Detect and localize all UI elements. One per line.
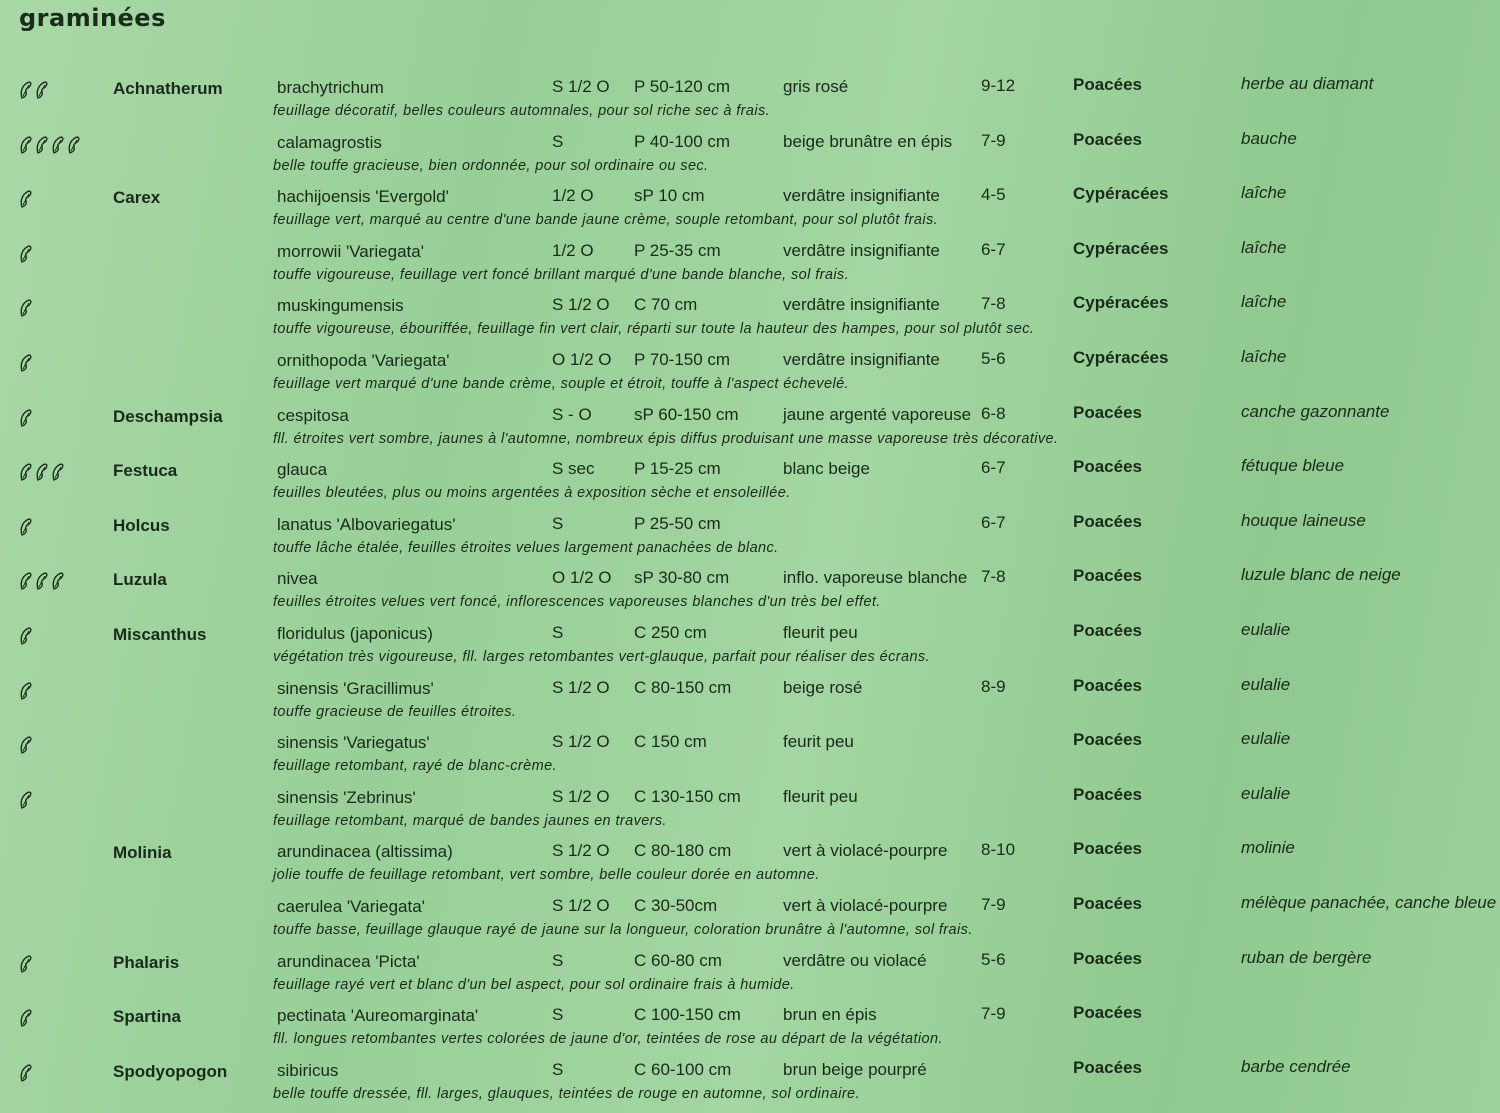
- exposure: S 1/2 O: [552, 732, 610, 752]
- exposure: S 1/2 O: [552, 77, 610, 96]
- plant-entry: [0, 890, 1500, 945]
- plant-entry: [0, 562, 1500, 617]
- species: glauca: [277, 460, 328, 480]
- description: feuilles étroites velues vert foncé, inflorescences vaporeuses blanches d'un très bel effet.: [273, 594, 881, 611]
- common-name: eulalie: [1241, 783, 1291, 803]
- plant-entry: [0, 1054, 1500, 1109]
- common-name: fétuque bleue: [1241, 456, 1345, 476]
- common-name: molinie: [1241, 838, 1295, 858]
- species: hachijoensis 'Evergold': [277, 187, 449, 207]
- description: touffe gracieuse de feuilles étroites.: [273, 703, 517, 720]
- flowering-months: 9-12: [981, 76, 1016, 95]
- family: Poacées: [1073, 839, 1142, 859]
- hardiness-leaf-icon: [34, 80, 50, 100]
- hardiness-leaf-icon: [18, 189, 34, 209]
- species: sibiricus: [277, 1060, 339, 1080]
- genus: Festuca: [113, 461, 178, 481]
- hardiness-icons: [18, 1063, 34, 1085]
- hardiness-icons: [18, 517, 34, 539]
- common-name: laîche: [1241, 292, 1287, 312]
- hardiness-leaf-icon: [18, 353, 34, 373]
- genus: Holcus: [113, 515, 170, 535]
- hardiness-icons: [18, 626, 34, 648]
- genus: Deschampsia: [113, 406, 223, 426]
- plant-entry: [0, 999, 1500, 1054]
- hardiness-leaf-icon: [18, 80, 34, 100]
- species: muskingumensis: [277, 296, 404, 316]
- exposure: O 1/2 O: [552, 568, 612, 588]
- common-name: eulalie: [1241, 619, 1291, 639]
- species: arundinacea (altissima): [277, 842, 453, 862]
- species: ornithopoda 'Variegata': [277, 350, 450, 370]
- hardiness-icons: [18, 244, 34, 266]
- flowering-months: 5-6: [981, 348, 1006, 368]
- exposure: S 1/2 O: [552, 841, 610, 861]
- common-name: canche gazonnante: [1241, 401, 1390, 421]
- flower: verdâtre insignifiante: [783, 186, 940, 206]
- flowering-months: 6-7: [981, 458, 1006, 478]
- common-name: barbe cendrée: [1241, 1056, 1351, 1076]
- description: fll. étroites vert sombre, jaunes à l'automne, nombreux épis diffus produisant une masse vaporeuse très décorative.: [273, 430, 1059, 447]
- exposure: S sec: [552, 459, 595, 479]
- plant-height: C 60-80 cm: [634, 950, 722, 970]
- hardiness-icons: [18, 135, 82, 157]
- plant-entry: [0, 617, 1500, 672]
- hardiness-icons: [18, 571, 66, 593]
- plant-height: C 70 cm: [634, 295, 698, 315]
- description: touffe vigoureuse, ébouriffée, feuillage fin vert clair, réparti sur toute la hauteur des hampes, pour sol plutôt sec.: [273, 321, 1035, 338]
- common-name: herbe au diamant: [1241, 74, 1374, 93]
- exposure: 1/2 O: [552, 186, 594, 206]
- genus: Luzula: [113, 570, 167, 590]
- hardiness-icons: [18, 353, 34, 375]
- family: Poacées: [1073, 948, 1142, 968]
- family: Poacées: [1073, 675, 1142, 695]
- family: Poacées: [1073, 566, 1142, 586]
- genus: Miscanthus: [113, 624, 207, 644]
- exposure: S 1/2 O: [552, 895, 610, 915]
- exposure: S: [552, 622, 564, 642]
- hardiness-leaf-icon: [18, 626, 34, 646]
- flower: fleurit peu: [783, 786, 858, 806]
- family: Poacées: [1073, 129, 1142, 149]
- flower: verdâtre insignifiante: [783, 240, 940, 260]
- hardiness-leaf-icon: [50, 462, 66, 482]
- species: calamagrostis: [277, 132, 382, 152]
- hardiness-leaf-icon: [18, 790, 34, 810]
- plant-entry: [0, 180, 1500, 235]
- flower: beige rosé: [783, 677, 863, 697]
- hardiness-icons: [18, 735, 34, 757]
- description: touffe lâche étalée, feuilles étroites velues largement panachées de blanc.: [273, 539, 779, 556]
- flowering-months: 7-9: [981, 130, 1006, 150]
- exposure: S 1/2 O: [552, 677, 610, 697]
- common-name: houque laineuse: [1241, 510, 1366, 530]
- hardiness-leaf-icon: [18, 1063, 34, 1083]
- hardiness-leaf-icon: [18, 571, 34, 591]
- description: feuilles bleutées, plus ou moins argentées à exposition sèche et ensoleillée.: [273, 485, 791, 502]
- flowering-months: 7-9: [981, 894, 1006, 914]
- family: Poacées: [1073, 75, 1142, 94]
- hardiness-icons: [18, 954, 34, 976]
- hardiness-leaf-icon: [34, 571, 50, 591]
- description: touffe basse, feuillage glauque rayé de jaune sur la longueur, coloration brunâtre à l'automne, sol frais.: [273, 921, 973, 938]
- family: Cypéracées: [1073, 293, 1169, 313]
- flower: gris rosé: [783, 77, 849, 96]
- hardiness-leaf-icon: [18, 244, 34, 264]
- hardiness-leaf-icon: [34, 135, 50, 155]
- plant-entry: [0, 235, 1500, 290]
- plant-height: sP 60-150 cm: [634, 404, 739, 424]
- hardiness-leaf-icon: [18, 517, 34, 537]
- flower: brun en épis: [783, 1005, 877, 1025]
- description: feuillage retombant, marqué de bandes jaunes en travers.: [273, 812, 667, 829]
- plant-height: sP 30-80 cm: [634, 568, 730, 588]
- description: végétation très vigoureuse, fll. larges retombantes vert-glauque, parfait pour réaliser des écrans.: [273, 648, 930, 665]
- hardiness-leaf-icon: [18, 135, 34, 155]
- species: arundinacea 'Picta': [277, 951, 420, 971]
- exposure: O 1/2 O: [552, 349, 612, 369]
- flowering-months: 7-9: [981, 1004, 1006, 1024]
- plant-height: P 50-120 cm: [634, 77, 731, 96]
- hardiness-icons: [18, 298, 34, 320]
- species: sinensis 'Zebrinus': [277, 787, 416, 807]
- genus: Phalaris: [113, 952, 180, 972]
- plant-height: C 60-100 cm: [634, 1059, 732, 1079]
- common-name: luzule blanc de neige: [1241, 565, 1401, 585]
- description: feuillage vert marqué d'une bande crème, souple et étroit, touffe à l'aspect échevelé.: [273, 375, 849, 392]
- plant-height: P 25-50 cm: [634, 513, 721, 533]
- family: Poacées: [1073, 893, 1142, 913]
- hardiness-icons: [18, 681, 34, 703]
- plant-height: C 80-150 cm: [634, 677, 732, 697]
- hardiness-icons: [18, 408, 34, 430]
- hardiness-leaf-icon: [18, 681, 34, 701]
- plant-height: C 80-180 cm: [634, 841, 732, 861]
- common-name: bauche: [1241, 128, 1297, 148]
- flowering-months: 6-8: [981, 403, 1006, 423]
- plant-entry: [0, 344, 1500, 399]
- species: brachytrichum: [277, 78, 384, 97]
- plant-entry: [0, 835, 1500, 890]
- family: Poacées: [1073, 1003, 1142, 1023]
- common-name: mélèque panachée, canche bleue: [1241, 892, 1497, 912]
- exposure: S 1/2 O: [552, 786, 610, 806]
- hardiness-icons: [18, 462, 66, 484]
- description: belle touffe dressée, fll. larges, glauques, teintées de rouge en automne, sol ordinaire.: [273, 1085, 860, 1102]
- flowering-months: 8-10: [981, 840, 1016, 860]
- genus: Achnatherum: [113, 79, 223, 98]
- plant-height: P 40-100 cm: [634, 131, 731, 151]
- plant-entry: [0, 508, 1500, 563]
- species: sinensis 'Gracillimus': [277, 678, 434, 698]
- common-name: eulalie: [1241, 674, 1291, 694]
- family: Poacées: [1073, 1057, 1142, 1077]
- flowering-months: 6-7: [981, 512, 1006, 532]
- flowering-months: 7-8: [981, 567, 1006, 587]
- species: nivea: [277, 569, 318, 589]
- plant-height: C 100-150 cm: [634, 1005, 741, 1025]
- exposure: S: [552, 1059, 564, 1079]
- species: caerulea 'Variegata': [277, 896, 425, 916]
- common-name: ruban de bergère: [1241, 947, 1372, 967]
- flowering-months: 6-7: [981, 239, 1006, 259]
- plant-entry: [0, 399, 1500, 454]
- flower: feurit peu: [783, 732, 854, 752]
- plant-height: P 25-35 cm: [634, 240, 721, 260]
- common-name: laîche: [1241, 237, 1287, 257]
- plant-entry: [0, 781, 1500, 836]
- hardiness-icons: [18, 189, 34, 211]
- hardiness-leaf-icon: [66, 135, 82, 155]
- common-name: laîche: [1241, 346, 1287, 366]
- plant-entry: [0, 726, 1500, 781]
- species: floridulus (japonicus): [277, 623, 433, 643]
- exposure: S: [552, 1005, 564, 1025]
- flower: verdâtre insignifiante: [783, 349, 940, 369]
- genus: Molinia: [113, 843, 172, 863]
- exposure: S: [552, 131, 564, 151]
- description: feuillage retombant, rayé de blanc-crème.: [273, 758, 557, 775]
- flower: fleurit peu: [783, 622, 858, 642]
- family: Poacées: [1073, 402, 1142, 422]
- genus: Spartina: [113, 1007, 182, 1027]
- plant-height: sP 10 cm: [634, 186, 705, 206]
- plant-entry: [0, 126, 1500, 181]
- plant-entry: [0, 71, 1500, 126]
- hardiness-icons: [18, 80, 50, 102]
- exposure: S 1/2 O: [552, 295, 610, 315]
- species: sinensis 'Variegatus': [277, 733, 430, 753]
- page-title: graminées: [19, 4, 166, 32]
- hardiness-leaf-icon: [18, 462, 34, 482]
- flower: verdâtre insignifiante: [783, 295, 940, 315]
- flowering-months: 4-5: [981, 185, 1006, 205]
- exposure: S: [552, 513, 564, 533]
- hardiness-leaf-icon: [18, 298, 34, 318]
- family: Poacées: [1073, 620, 1142, 640]
- family: Poacées: [1073, 730, 1142, 750]
- flower: jaune argenté vaporeuse: [783, 404, 972, 424]
- plant-list: [0, 71, 1500, 1108]
- description: feuillage rayé vert et blanc d'un bel aspect, pour sol ordinaire frais à humide.: [273, 976, 795, 993]
- plant-height: C 30-50cm: [634, 895, 718, 915]
- common-name: laîche: [1241, 183, 1287, 203]
- hardiness-leaf-icon: [18, 1008, 34, 1028]
- flower: brun beige pourpré: [783, 1059, 927, 1079]
- flower: beige brunâtre en épis: [783, 131, 953, 151]
- description: belle touffe gracieuse, bien ordonnée, pour sol ordinaire ou sec.: [273, 157, 709, 174]
- plant-height: C 130-150 cm: [634, 786, 741, 806]
- hardiness-icons: [18, 790, 34, 812]
- hardiness-leaf-icon: [50, 571, 66, 591]
- genus: Spodyopogon: [113, 1061, 228, 1081]
- flower: verdâtre ou violacé: [783, 950, 927, 970]
- family: Cypéracées: [1073, 184, 1169, 204]
- species: morrowii 'Variegata': [277, 241, 424, 261]
- species: pectinata 'Aureomarginata': [277, 1006, 479, 1026]
- hardiness-icons: [18, 1008, 34, 1030]
- hardiness-leaf-icon: [18, 954, 34, 974]
- plant-entry: [0, 289, 1500, 344]
- flower: blanc beige: [783, 459, 870, 479]
- family: Poacées: [1073, 784, 1142, 804]
- family: Cypéracées: [1073, 238, 1169, 258]
- flower: vert à violacé-pourpre: [783, 841, 948, 861]
- plant-entry: [0, 672, 1500, 727]
- plant-entry: [0, 945, 1500, 1000]
- common-name: eulalie: [1241, 729, 1291, 749]
- hardiness-leaf-icon: [50, 135, 66, 155]
- hardiness-leaf-icon: [34, 462, 50, 482]
- exposure: 1/2 O: [552, 240, 594, 260]
- hardiness-leaf-icon: [18, 735, 34, 755]
- genus: Carex: [113, 188, 161, 208]
- flowering-months: 8-9: [981, 676, 1006, 696]
- description: feuillage décoratif, belles couleurs automnales, pour sol riche sec à frais.: [273, 103, 771, 119]
- plant-height: P 70-150 cm: [634, 349, 731, 369]
- description: fll. longues retombantes vertes colorées de jaune d'or, teintées de rose au départ de la végétation.: [273, 1031, 943, 1048]
- flower: inflo. vaporeuse blanche: [783, 568, 968, 588]
- species: cespitosa: [277, 405, 349, 425]
- family: Cypéracées: [1073, 347, 1169, 367]
- exposure: S - O: [552, 404, 592, 424]
- hardiness-leaf-icon: [18, 408, 34, 428]
- plant-entry: [0, 453, 1500, 508]
- description: feuillage vert, marqué au centre d'une bande jaune crème, souple retombant, pour sol plutôt frais.: [273, 212, 939, 229]
- plant-height: C 250 cm: [634, 622, 707, 642]
- flowering-months: 5-6: [981, 949, 1006, 969]
- exposure: S: [552, 950, 564, 970]
- flowering-months: 7-8: [981, 294, 1006, 314]
- plant-height: C 150 cm: [634, 732, 707, 752]
- plant-height: P 15-25 cm: [634, 459, 721, 479]
- species: lanatus 'Albovariegatus': [277, 514, 456, 534]
- description: touffe vigoureuse, feuillage vert foncé brillant marqué d'une bande blanche, sol frais.: [273, 266, 850, 283]
- flower: vert à violacé-pourpre: [783, 895, 948, 915]
- family: Poacées: [1073, 457, 1142, 477]
- family: Poacées: [1073, 511, 1142, 531]
- description: jolie touffe de feuillage retombant, vert sombre, belle couleur dorée en automne.: [273, 867, 820, 884]
